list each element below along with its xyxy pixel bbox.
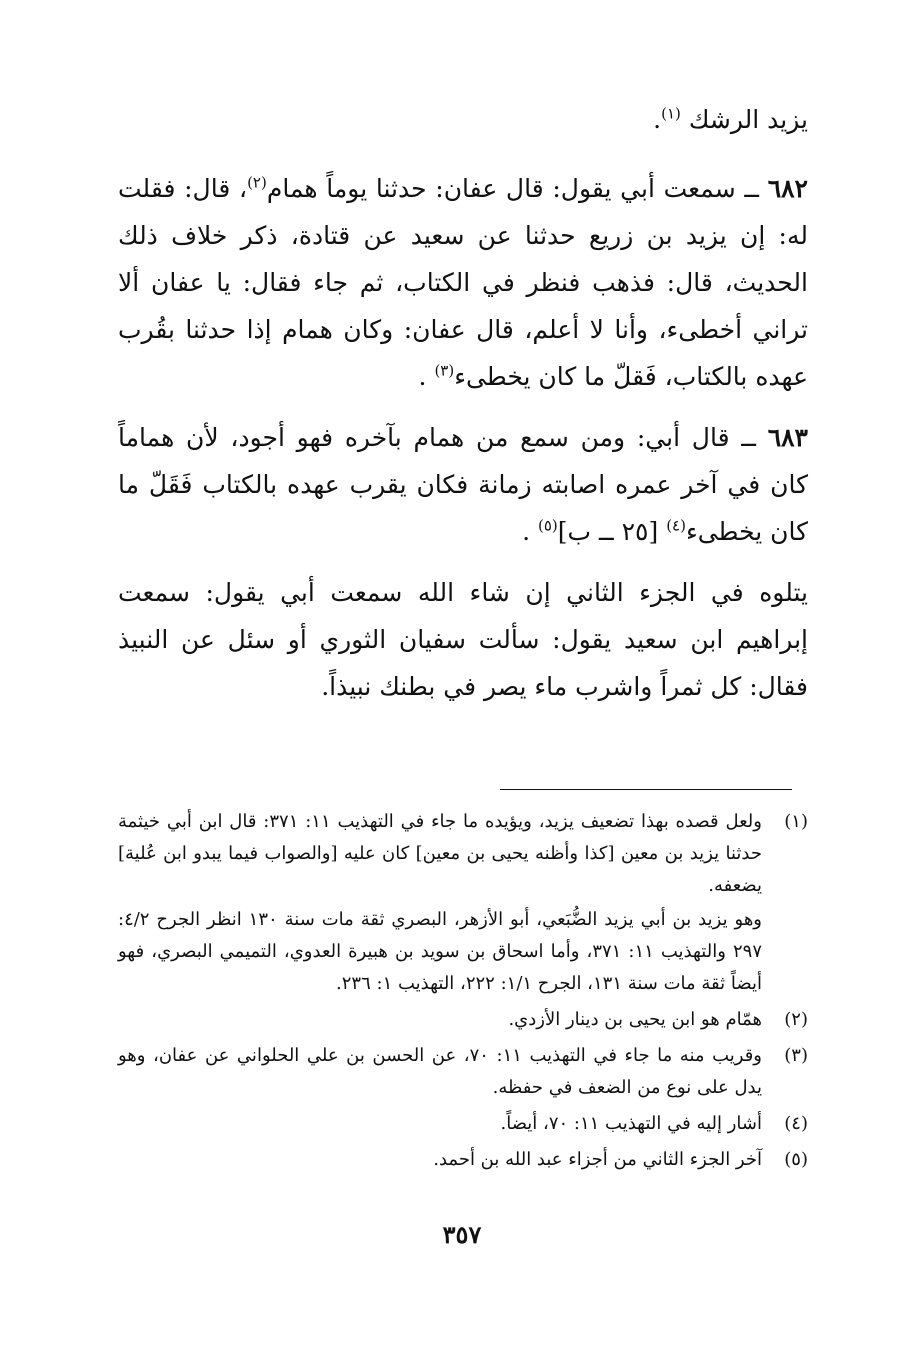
- footnote-continuation: وهو يزيد بن أبي يزيد الضُّبَعي، أبو الأزهر، البصري ثقة مات سنة ١٣٠ انظر الجرح ٤/٢: ٢٩٧ والتهذيب ١١: ٣٧١، وأما اسحاق بن سويد بن هبيرة العدوي، التميمي البصري، فهو أيضاً ثقة مات سنة ١٣١، الجرح ١/١: ٢٢٢، التهذيب ١: ٢٣٦.: [118, 909, 763, 994]
- hadith-number: ٦٨٢: [767, 174, 808, 203]
- footnote-text: أشار إليه في التهذيب ١١: ٧٠، أيضاً.: [500, 1113, 762, 1134]
- footnote-number: (٤): [784, 1113, 808, 1134]
- intro-text: يزيد الرشك: [680, 105, 808, 134]
- page-number: ٣٥٧: [442, 1220, 482, 1249]
- footnote-ref: (٥): [538, 516, 558, 535]
- paragraph-683: ٦٨٣ ــ قال أبي: ومن سمع من همام بآخره فهو أجود، لأن هماماً كان في آخر عمره اصابته زمانة فكان يقرب عهده بالكتاب فَقَلّ ما كان يخطىء$^{(٤)}$ [٢٥ ــ ب]$^{(٥)}$ .: [118, 423, 808, 546]
- footnote-divider: [500, 789, 792, 790]
- footnotes: [118, 806, 808, 1180]
- footnote-number: (٣): [784, 1045, 808, 1066]
- footnote-ref: (٢): [247, 173, 267, 192]
- footnote-4: [118, 1108, 808, 1140]
- footnote-3: [118, 1040, 808, 1104]
- hadith-number: ٦٨٣: [767, 423, 808, 452]
- footnote-5: [118, 1144, 808, 1176]
- paragraph-682: ٦٨٢ ــ سمعت أبي يقول: قال عفان: حدثنا يوماً همام$^{(٢)}$، قال: فقلت له: إن يزيد بن زريع حدثنا عن سعيد عن قتادة، ذكر خلاف ذلك الحديث، قال: فذهب فنظر في الكتاب، ثم جاء فقال: يا عفان ألا تراني أخطىء، وأنا لا أعلم، قال عفان: وكان همام إذا حدثنا بقُرب عهده بالكتاب، فَقلّ ما كان يخطىء$^{(٣)}$ .: [118, 173, 808, 391]
- footnote-1: [118, 806, 808, 1000]
- footnote-number: (١): [784, 811, 808, 832]
- footnote-2: [118, 1004, 808, 1036]
- footnote-text: ولعل قصده بهذا تضعيف يزيد، ويؤيده ما جاء في التهذيب ١١: ٣٧١: قال ابن أبي خيثمة حدثنا يزيد بن معين [كذا وأظنه يحيى بن معين] كان عليه [والصواب فيما يبدو ابن عُلية] يضعفه.: [118, 811, 762, 896]
- footnote-ref: (٣): [434, 361, 455, 380]
- footnote-text: همّام هو ابن يحيى بن دينار الأزدي.: [508, 1009, 762, 1030]
- footnote-ref: (٤): [666, 516, 686, 535]
- main-text: [118, 96, 808, 724]
- paragraph-intro: يزيد الرشك $^{(١)}$.: [653, 104, 808, 134]
- footnote-ref: (١): [661, 104, 681, 123]
- footnote-number: (٢): [784, 1009, 808, 1030]
- footnote-text: آخر الجزء الثاني من أجزاء عبد الله بن أحمد.: [433, 1149, 762, 1170]
- footnote-number: (٥): [784, 1149, 808, 1170]
- footnote-text: وقريب منه ما جاء في التهذيب ١١: ٧٠، عن الحسن بن علي الحلواني عن عفان، وهو يدل على نوع من الضعف في حفظه.: [118, 1045, 762, 1098]
- paragraph-closing: يتلوه في الجزء الثاني إن شاء الله سمعت أبي يقول: سمعت إبراهيم ابن سعيد يقول: سألت سفيان الثوري أو سئل عن النبيذ فقال: كل ثمراً واشرب ماء يصر في بطنك نبيذاً.: [118, 578, 808, 701]
